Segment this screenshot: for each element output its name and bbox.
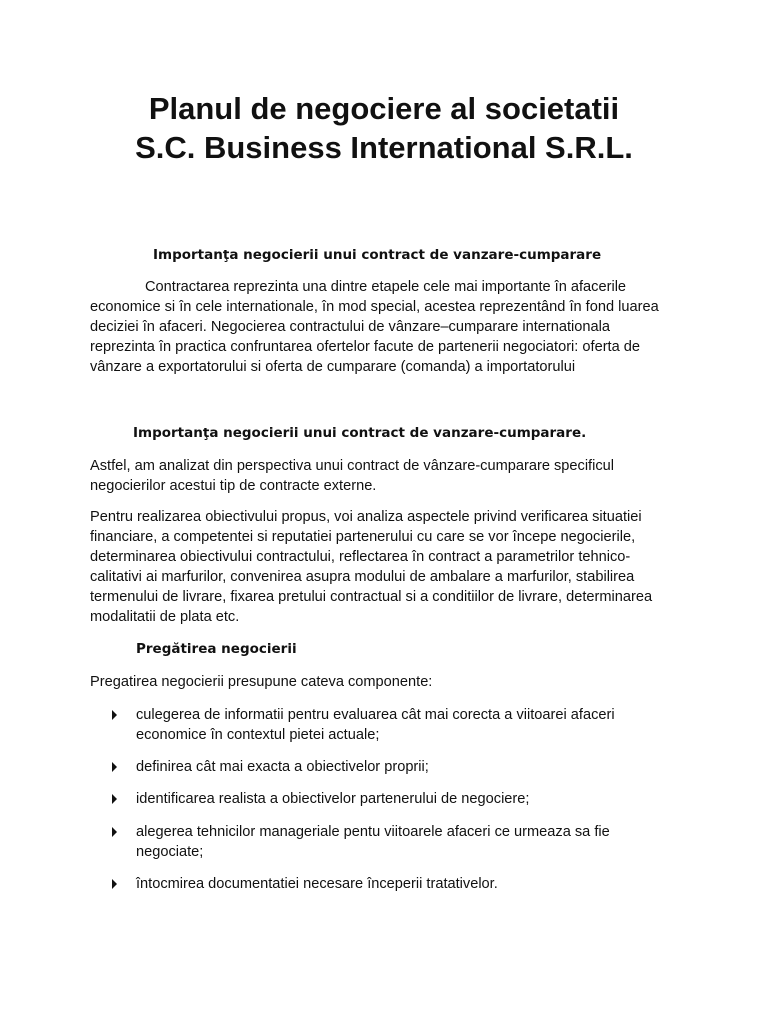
paragraph-line: negocierilor acestui tip de contracte externe.: [90, 478, 377, 494]
list-item-line: identificarea realista a obiectivelor partenerului de negociere;: [136, 791, 530, 807]
paragraph-line: Pentru realizarea obiectivului propus, voi analiza aspectele privind verificarea situatiei: [90, 509, 642, 525]
list-item-line: alegerea tehnicilor manageriale pentu viitoarele afaceri ce urmeaza sa fie: [136, 824, 610, 840]
section2-paragraph-2: [90, 507, 690, 627]
bullet-arrow-icon: [112, 762, 117, 772]
bullet-arrow-icon: [112, 794, 117, 804]
list-item-line: definirea cât mai exacta a obiectivelor proprii;: [136, 759, 429, 775]
section-heading-2: Importanţa negocierii unui contract de vanzare-cumparare.: [133, 425, 587, 441]
document-title-line-1: Planul de negociere al societatii: [148, 91, 620, 126]
section-heading-3: Pregătirea negocierii: [136, 641, 297, 657]
paragraph-line: Astfel, am analizat din perspectiva unui contract de vânzare-cumparare specificul: [90, 458, 615, 474]
bullet-arrow-icon: [112, 710, 117, 720]
list-item-line: culegerea de informatii pentru evaluarea cât mai corecta a viitoarei afaceri: [136, 707, 615, 723]
paragraph-line: termenului de livrare, fixarea pretului contractual si a conditiilor de livrare, determinarea: [90, 589, 653, 605]
paragraph-line: Contractarea reprezinta una dintre etapele cele mai importante în afacerile: [145, 279, 627, 295]
bullet-arrow-icon: [112, 879, 117, 889]
section-heading-1: Importanţa negocierii unui contract de vanzare-cumparare: [153, 247, 602, 263]
bullet-arrow-icon: [112, 827, 117, 837]
paragraph-line: economice si în cele internationale, în mod special, acestea reprezentând în fond luarea: [90, 299, 659, 315]
document-title-line-2: S.C. Business International S.R.L.: [135, 130, 633, 165]
paragraph-line: financiare, a competentei si reputatiei partenerului cu care se vor începe negocierile,: [90, 529, 636, 545]
paragraph-line: deciziei în afaceri. Negocierea contractului de vânzare–cumparare internationala: [90, 319, 610, 335]
section3-intro: Pregatirea negocierii presupune cateva componente:: [90, 674, 433, 690]
paragraph-line: calitativi ai marfurilor, convenirea asupra modului de ambalare a marfurilor, stabilirea: [90, 569, 635, 585]
paragraph-line: modalitatii de plata etc.: [90, 609, 240, 625]
paragraph-line: vânzare a exportatorului si oferta de cumparare (comanda) a importatorului: [90, 359, 576, 375]
list-item-line: economice în contextul pietei actuale;: [136, 727, 380, 743]
paragraph-line: reprezinta în practica confruntarea ofertelor facute de partenerii negociatori: oferta de: [90, 339, 641, 355]
section2-paragraph-1: [90, 456, 690, 496]
list-item-line: negociate;: [136, 844, 204, 860]
paragraph-line: determinarea obiectivului contractului, reflectarea în contract a parametrilor tehnico-: [90, 549, 631, 565]
list-item-line: întocmirea documentatiei necesare începerii tratativelor.: [136, 876, 498, 892]
section1-paragraph: [90, 277, 690, 377]
